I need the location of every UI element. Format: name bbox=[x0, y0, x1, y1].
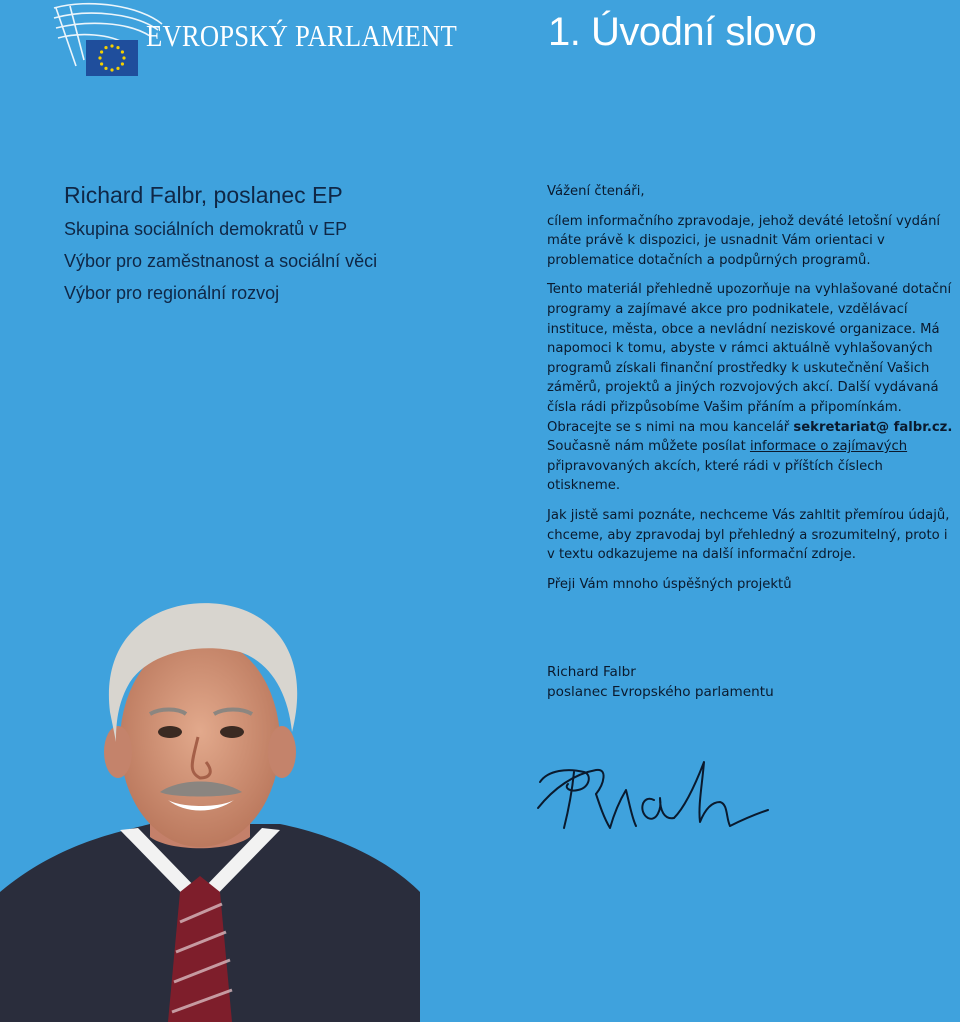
paragraph: cílem informačního zpravodaje, jehož deváté letošní vydání máte právě k dispozici, je usnadnit Vám orientaci v problematice dotačních a podpůrných programů. bbox=[547, 213, 941, 268]
paragraph: Jak jistě sami poznáte, nechceme Vás zahltit přemírou údajů, chceme, aby zpravodaj byl přehledný a srozumitelný, proto i v textu odkazujeme na další informační zdroje. bbox=[547, 507, 950, 563]
signoff bbox=[547, 662, 774, 702]
signoff-name: Richard Falbr bbox=[547, 664, 636, 680]
signature-icon bbox=[534, 748, 774, 844]
author-role: Výbor pro regionální rozvoj bbox=[64, 283, 280, 303]
closing: Přeji Vám mnoho úspěšných projektů bbox=[547, 576, 792, 592]
salutation: Vážení čtenáři, bbox=[547, 184, 645, 199]
email-address[interactable]: sekretariat@ falbr.cz. bbox=[793, 419, 953, 435]
author-role: Výbor pro zaměstnanost a sociální věci bbox=[64, 251, 378, 271]
author-block bbox=[64, 182, 504, 313]
page-title: 1. Úvodní slovo bbox=[548, 10, 817, 54]
author-role: Skupina sociálních demokratů v EP bbox=[64, 219, 348, 239]
paragraph-text: připravovaných akcích, které rádi v příštích číslech otiskneme. bbox=[547, 458, 883, 494]
paragraph-text: Tento materiál přehledně upozorňuje na vyhlašované dotační programy a zajímavé akce pro podnikatele, vzdělávací instituce, města, obce a nevládní neziskové organizace. Má napomoci k tomu, abyste v rámci aktuálně vyhlašovaných programů získali finanční prostředky k uskutečnění Vašich záměrů, projektů a jiných rozvojových akcí. Další vydávaná čísla rádi přizpůsobíme Vašim přáním a připomínkám. Obracejte se s nimi na mou kancelář bbox=[547, 282, 952, 435]
ep-logo bbox=[50, 0, 470, 82]
letter-body bbox=[547, 182, 957, 594]
signoff-title: poslanec Evropského parlamentu bbox=[547, 684, 774, 700]
paragraph bbox=[547, 280, 957, 496]
logo-text: EVROPSKÝ PARLAMENT bbox=[146, 18, 457, 53]
info-link[interactable]: informace o zajímavých bbox=[749, 439, 908, 455]
eu-flag-icon bbox=[86, 40, 138, 76]
paragraph-text: Současně nám můžete posílat bbox=[547, 439, 750, 455]
portrait-photo bbox=[0, 592, 440, 1022]
author-name: Richard Falbr, poslanec EP bbox=[64, 182, 343, 208]
